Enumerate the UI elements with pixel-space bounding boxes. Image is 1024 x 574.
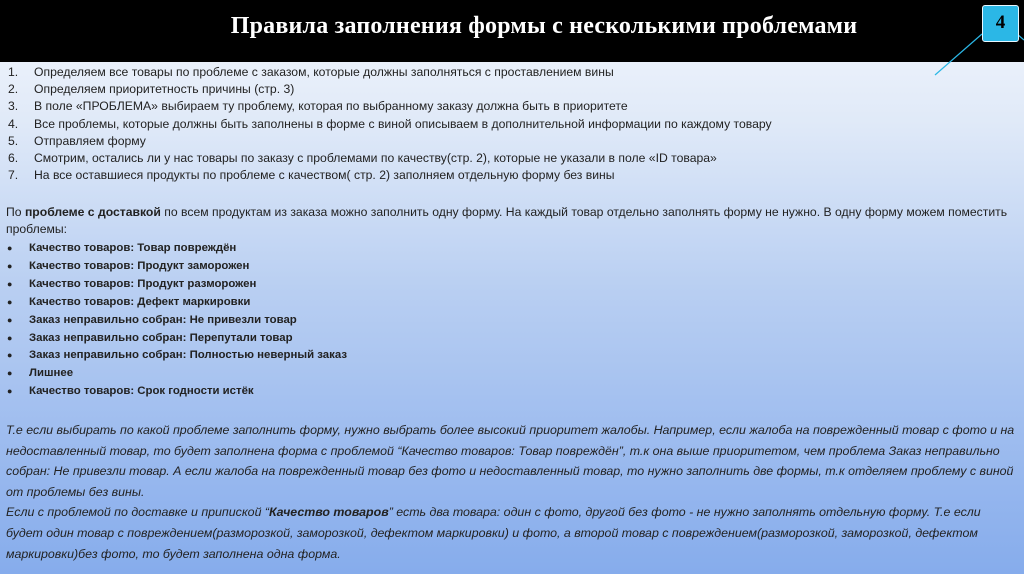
problem-item — [7, 258, 347, 276]
bullet-icon: ● — [7, 243, 13, 253]
problems-list — [0, 240, 347, 401]
problem-text: Качество товаров: Продукт разморожен — [29, 277, 257, 290]
steps-list — [0, 64, 1024, 184]
step-number: 2. — [8, 82, 19, 97]
step-number: 1. — [8, 65, 19, 79]
problem-text: Заказ неправильно собран: Полностью неверный заказ — [29, 349, 347, 362]
bullet-icon: ● — [7, 386, 13, 397]
problem-item — [7, 383, 347, 401]
problem-item — [7, 347, 347, 365]
step-number: 5. — [8, 133, 19, 148]
problem-item — [7, 276, 347, 294]
problem-item — [7, 240, 347, 258]
notes-block — [6, 420, 1016, 564]
step-item — [8, 116, 1024, 133]
bullet-icon: ● — [7, 260, 13, 271]
bullet-icon: ● — [7, 278, 13, 289]
delivery-paragraph — [6, 204, 1016, 238]
step-text: Определяем приоритетность причины (стр. 3) — [34, 82, 295, 97]
step-number: 4. — [8, 116, 19, 131]
bullet-icon: ● — [7, 332, 13, 343]
step-text: Отправляем форму — [34, 133, 146, 148]
note-text: Если с проблемой по доставке и припиской “ — [6, 505, 270, 520]
bullet-icon: ● — [7, 296, 13, 307]
step-item — [8, 150, 1024, 167]
problem-text: Заказ неправильно собран: Не привезли товар — [29, 313, 297, 326]
bullet-icon: ● — [7, 368, 13, 379]
step-item — [8, 133, 1024, 150]
step-item — [8, 167, 1024, 184]
step-text: Определяем все товары по проблеме с заказом, которые должны заполняться с проставлением вины — [34, 65, 614, 79]
bullet-icon: ● — [7, 350, 13, 361]
problem-text: Качество товаров: Товар повреждён — [29, 242, 237, 254]
problem-item — [7, 312, 347, 330]
note-priority: Т.е если выбирать по какой проблеме заполнить форму, нужно выбрать более высокий приоритет жалобы. Например, если жалоба на поврежденный товар с фото и на недоставленный товар, то будет заполнена форма с проблемой “Качество товаров: Товар повреждён”, т.к она выше приоритетом, чем проблема Заказ неправильно собран: Не привезли товар. А если жалоба на поврежденный товар без фото и недоставленный товар, то нужно заполнить две формы, т.к отделяем проблему с виной от проблемы без вины. — [6, 423, 1015, 499]
bullet-icon: ● — [7, 314, 13, 325]
problem-text: Качество товаров: Срок годности истёк — [29, 385, 254, 398]
problem-item — [7, 330, 347, 348]
slide-content — [0, 64, 1024, 561]
step-item — [8, 64, 1024, 81]
slide-number-badge: 4 — [982, 5, 1019, 42]
page-title: Правила заполнения формы с несколькими проблемами — [230, 13, 858, 39]
step-text: На все оставшиеся продукты по проблеме с качеством( стр. 2) заполняем отдельную форму без вины — [34, 168, 615, 183]
step-item — [8, 98, 1024, 115]
para-text: по всем продуктам из заказа можно заполнить одну форму. На каждый товар отдельно заполнять форму не нужно. В одну форму можем поместить проблемы: — [6, 205, 1008, 237]
problem-text: Качество товаров: Продукт заморожен — [29, 259, 250, 272]
step-text: В поле «ПРОБЛЕМА» выбираем ту проблему, которая по выбранному заказу должна быть в приоритете — [34, 99, 628, 114]
step-number: 3. — [8, 99, 19, 114]
step-text: Все проблемы, которые должны быть заполнены в форме с виной описываем в дополнительной информации по каждому товару — [34, 116, 772, 131]
problem-text: Заказ неправильно собран: Перепутали товар — [29, 331, 293, 344]
problem-text: Качество товаров: Дефект маркировки — [29, 295, 251, 308]
para-bold-text: проблеме с доставкой — [24, 205, 161, 219]
para-text: По — [6, 205, 25, 219]
note-bold-text: Качество товаров — [269, 505, 389, 520]
note-text: ” есть два товара: один с фото, другой без фото - не нужно заполнять отдельную форму. Т.е если будет один товар с повреждением(разморозкой, заморозкой, дефектом маркировки) и фото, а второй товар с повреждением(разморозкой, заморозкой, дефектом маркировки)без фото, то будет заполнена одна форма. — [6, 505, 981, 561]
problem-text: Лишнее — [29, 367, 74, 380]
step-text: Смотрим, остались ли у нас товары по заказу с проблемами по качеству(стр. 2), которые не указали в поле «ID товара» — [34, 151, 717, 166]
step-number: 6. — [8, 151, 19, 166]
step-number: 7. — [8, 168, 19, 183]
step-item — [8, 81, 1024, 98]
problem-item — [7, 365, 347, 383]
problem-item — [7, 294, 347, 312]
note-quality — [6, 502, 1016, 564]
